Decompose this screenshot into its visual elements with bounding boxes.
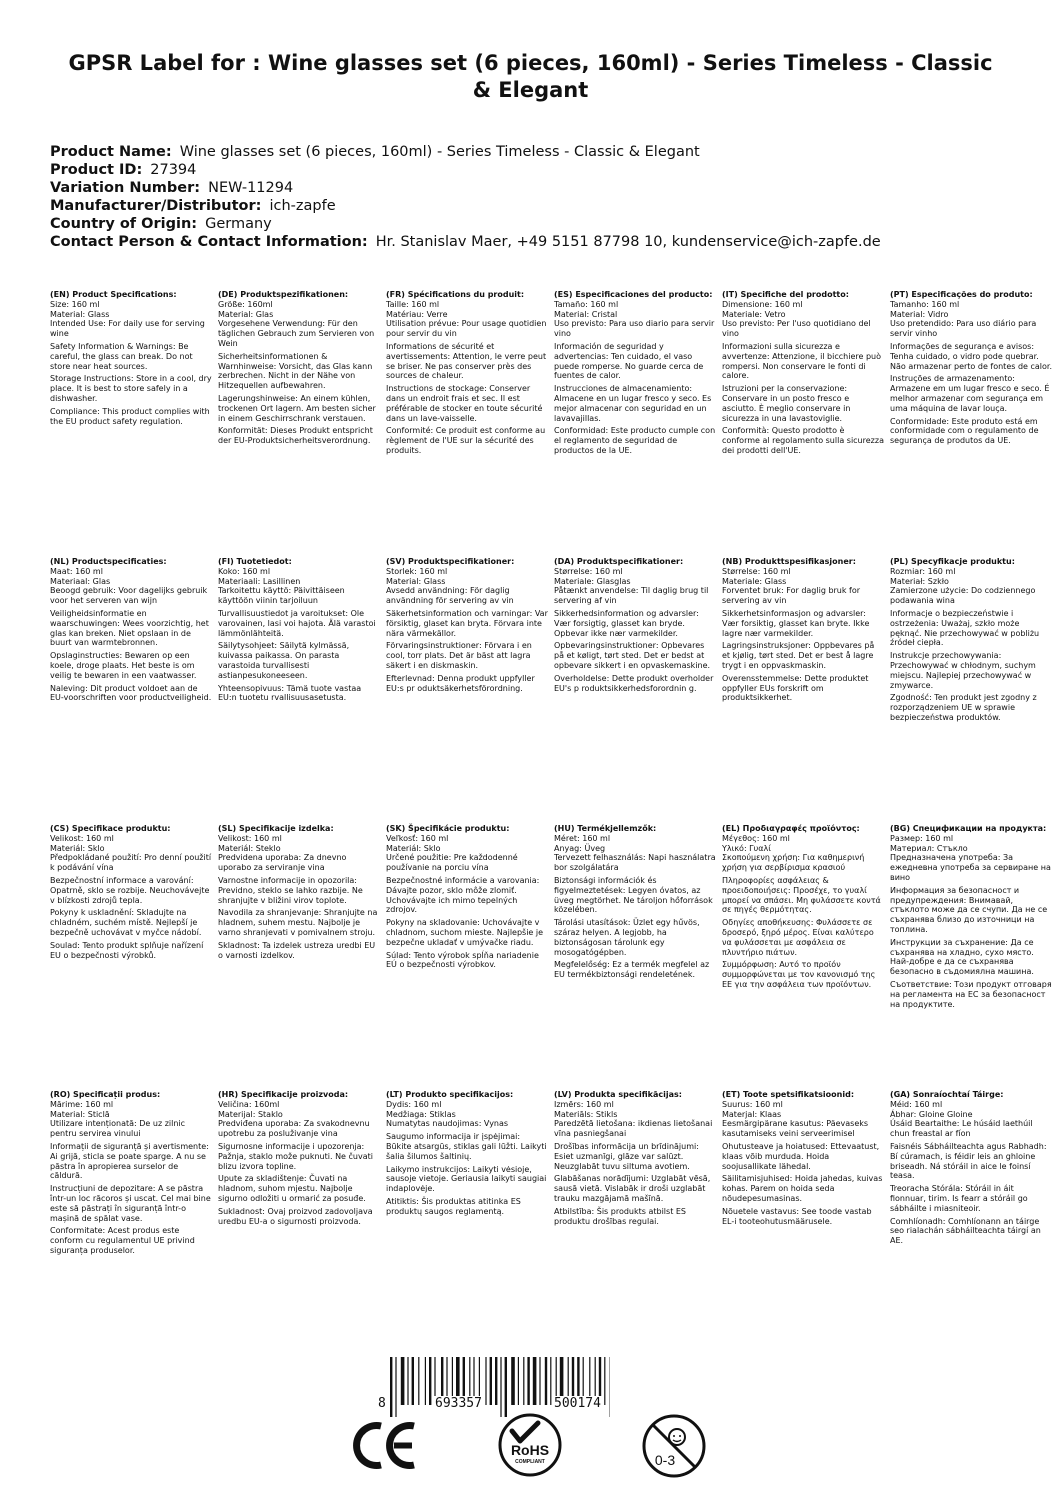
spec-line: Materiale: Glasglas (554, 576, 631, 586)
language-heading: (SL) Specifikacije izdelka: (218, 824, 334, 833)
age-label: 0-3 (654, 1452, 676, 1468)
spec-line: Materiale: Glass (722, 576, 787, 586)
spec-line: Informacje o bezpieczeństwie i ostrzeżenia: Uważaj, szkło może pęknąć. Nie przechowywać w pobliżu źródeł ciepła. (890, 608, 1040, 648)
rohs-sublabel: COMPLIANT (515, 1459, 545, 1465)
spec-line: Säkerhetsinformation och varningar: Var försiktig, glaset kan bryta. Förvara inte nära värmekällor. (386, 608, 548, 638)
spec-line: Opslaginstructies: Bewaren op een koele, droge plaats. Het beste is om veilig te bewaren in een vaatwasser. (50, 651, 197, 680)
spec-line: Yhteensopivuus: Tämä tuote vastaa EU:n tuotetu rvallisuusasetusta. (218, 683, 362, 703)
language-spec-block (386, 1090, 548, 1220)
product-info (50, 143, 881, 251)
spec-line: Určené použitie: Pre každodenné používanie na porciu vína (386, 853, 518, 873)
language-spec-block (50, 1090, 212, 1259)
spec-line: Forventet bruk: For daglig bruk for servering av vin (722, 586, 861, 606)
spec-line: Zgodność: Ten produkt jest zgodny z rozporządzeniem UE w sprawie bezpieczeństwa produktów. (890, 693, 1037, 722)
spec-line: Predviđena uporaba: Za svakodnevnu upotrebu za posluživanje vina (218, 1119, 370, 1139)
spec-line: Materiaali: Lasillinen (218, 576, 301, 586)
language-spec-block (890, 824, 1052, 1012)
spec-line: Utilizare intenționată: De uz zilnic pentru servirea vinului (50, 1119, 186, 1139)
spec-line: Instrukcje przechowywania: Przechowywać w chłodnym, suchym miejscu. Najlepiej przechowywać w zmywarce. (890, 651, 1036, 690)
spec-line: Úsáid Beartaithe: Le húsáid laethúil chun freastal ar fíon (890, 1119, 1033, 1139)
spec-line: Instrucțiuni de depozitare: A se păstra într-un loc răcoros și uscat. Cel mai bine este să păstrați în siguranță într-o mașină de spălat vase. (50, 1184, 211, 1223)
language-heading: (PL) Specyfikacje produktu: (890, 557, 1015, 566)
spec-line: Avsedd användning: För daglig användning för servering av vin (386, 586, 514, 606)
spec-line: Maat: 160 ml (50, 566, 103, 576)
spec-line: Materjal: Klaas (722, 1109, 782, 1119)
spec-line: Skladnost: Ta izdelek ustreza uredbi EU o varnosti izdelkov. (218, 940, 376, 960)
spec-line: Conformitate: Acest produs este conform cu regulamentul UE privind siguranța produselor. (50, 1226, 195, 1255)
language-heading: (PT) Especificações do produto: (890, 290, 1033, 299)
language-heading: (ET) Toote spetsifikatsioonid: (722, 1090, 855, 1099)
language-heading: (NB) Produkttspesifikasjoner: (722, 557, 856, 566)
spec-line: Sigurnosne informacije i upozorenja: Pažnja, staklo može puknuti. Ne čuvati blizu izvora topline. (218, 1141, 373, 1171)
info-value: Wine glasses set (6 pieces, 160ml) - Series Timeless - Classic & Elegant (179, 144, 700, 160)
spec-line: Biztonsági információk és figyelmeztetések: Legyen óvatos, az üveg megtörhet. Ne tároljon hőforrások közelében. (554, 875, 713, 915)
spec-line: Lagringsinstruksjoner: Oppbevares på et kjølig, tørt sted. Det er best å lagre trygt i en oppvaskmaskin. (722, 641, 875, 670)
language-spec-block (890, 1090, 1052, 1249)
spec-line: Méret: 160 ml (554, 833, 611, 843)
spec-line: Materiál: Steklo (218, 843, 281, 853)
info-label: Product Name: (50, 144, 172, 160)
language-heading: (IT) Specifiche del prodotto: (722, 290, 849, 299)
language-spec-block (50, 557, 212, 706)
spec-line: Material: Sticlă (50, 1109, 110, 1119)
spec-line: Информация за безопасност и предупреждения: Внимавай, стъклото може да се счупи. Да не се съхранява близо до източници на топлина. (890, 885, 1048, 934)
language-spec-block (722, 824, 884, 993)
spec-line: Informazioni sulla sicurezza e avvertenze: Attenzione, il bicchiere può rompersi. Non conservare le fonti di calore. (722, 341, 881, 381)
spec-line: Συμμόρφωση: Αυτό το προϊόν συμμορφώνεται με τον κανονισμό της ΕΕ για την ασφάλεια των προϊόντων. (722, 960, 876, 989)
spec-line: Mărime: 160 ml (50, 1099, 114, 1109)
spec-line: Matériau: Verre (386, 309, 448, 319)
spec-line: Størrelse: 160 ml (722, 566, 791, 576)
spec-line: Dimensione: 160 ml (722, 299, 803, 309)
spec-line: Uso pretendido: Para uso diário para servir vinho (890, 319, 1037, 339)
spec-line: Vorgesehene Verwendung: Für den täglichen Gebrauch zum Servieren von Wein (218, 319, 375, 348)
spec-line: Størrelse: 160 ml (554, 566, 623, 576)
language-spec-block (554, 824, 716, 983)
spec-line: Съответствие: Този продукт отговаря на регламента на ЕС за безопасност на продуктите. (890, 979, 1052, 1009)
language-spec-block (722, 290, 884, 459)
spec-line: Soulad: Tento produkt splňuje nařízení EU o bezpečnosti výrobků. (50, 940, 204, 960)
spec-line: Instruções de armazenamento: Armazene em um lugar fresco e seco. É melhor armazenar com segurança em uma máquina de lavar louça. (890, 374, 1050, 413)
spec-line: Materiál: Sklo (386, 843, 441, 853)
language-spec-block (218, 557, 380, 706)
spec-line: Pokyny k uskladnění: Skladujte na chladném, suchém místě. Nejlepší je bezpečně uchovávat v myčce nádobí. (50, 908, 202, 937)
spec-line: Medžiaga: Stiklas (386, 1109, 456, 1119)
spec-line: Storage Instructions: Store in a cool, dry place. It is best to store safely in a dishwasher. (50, 374, 212, 403)
spec-line: Tervezett felhasználás: Napi használatra bor szolgálatára (554, 853, 716, 873)
spec-line: Overholdelse: Dette produkt overholder EU's p roduktsikkerhedsforordnin g. (554, 673, 714, 693)
info-value: 27394 (150, 162, 197, 178)
barcode-digit-right: 500174 (554, 1396, 601, 1411)
spec-line: Comhlíonadh: Comhlíonann an táirge seo rialachán sábháilteachta táirgí an AE. (890, 1216, 1041, 1246)
spec-line: Conformità: Questo prodotto è conforme al regolamento sulla sicurezza dei prodotti dell'UE. (722, 426, 884, 455)
spec-line: Atbilstība: Šis produkts atbilst ES produktu drošības regulai. (554, 1206, 687, 1226)
spec-line: Materiale: Vetro (722, 309, 786, 319)
info-label: Product ID: (50, 162, 143, 178)
spec-line: Pokyny na skladovanie: Uchovávajte v chladnom, suchom mieste. Najlepšie je bezpečne ukladať v umývačke riadu. (386, 918, 544, 947)
spec-line: Dydis: 160 ml (386, 1099, 442, 1109)
spec-line: Förvaringsinstruktioner: Förvara i en cool, torr plats. Det är bäst att lagra säkert i en diskmaskin. (386, 641, 532, 670)
language-heading: (GA) Sonraíochtaí Táirge: (890, 1090, 1004, 1099)
language-spec-block (50, 290, 212, 429)
spec-line: Tarkoitettu käyttö: Päivittäiseen käyttöön viinin tarjoiluun (218, 586, 345, 606)
language-spec-block (218, 290, 380, 449)
spec-line: Izmērs: 160 ml (554, 1099, 614, 1109)
spec-line: Material: Vidro (890, 309, 949, 319)
info-row (50, 179, 881, 197)
spec-line: Size: 160 ml (50, 299, 100, 309)
spec-line: Taille: 160 ml (386, 299, 440, 309)
spec-line: Sikkerhedsinformation og advarsler: Vær forsigtig, glasset kan bryde. Opbevar ikke nær varmekilder. (554, 608, 699, 638)
spec-line: Material: Cristal (554, 309, 618, 319)
spec-line: Storlek: 160 ml (386, 566, 448, 576)
language-spec-block (890, 557, 1052, 726)
language-heading: (BG) Спецификации на продукта: (890, 824, 1047, 833)
spec-line: Materiał: Szkło (890, 576, 949, 586)
language-heading: (HR) Specifikacije proizvoda: (218, 1090, 349, 1099)
language-heading: (ES) Especificaciones del producto: (554, 290, 713, 299)
spec-line: Påtænkt anvendelse: Til daglig brug til servering af vin (554, 586, 709, 606)
spec-line: Suurus: 160 ml (722, 1099, 783, 1109)
spec-line: Konformität: Dieses Produkt entspricht der EU-Produktsicherheitsverordnung. (218, 426, 373, 446)
barcode-digit-lead: 8 (378, 1396, 386, 1411)
spec-line: Uso previsto: Para uso diario para servir vino (554, 319, 715, 339)
spec-line: Naleving: Dit product voldoet aan de EU-voorschriften voor productveiligheid. (50, 683, 212, 703)
spec-line: Instrucciones de almacenamiento: Almacene en un lugar fresco y seco. Es mejor almacenar con seguridad en un lavavajillas. (554, 384, 712, 423)
spec-line: Overensstemmelse: Dette produktet oppfyller EUs forskrift om produktsikkerhet. (722, 673, 869, 703)
spec-line: Bezpečnostní informace a varování: Opatrně, sklo se rozbije. Neuchovávejte v blízkosti zdrojů tepla. (50, 875, 210, 905)
language-heading: (SK) Špecifikácie produktu: (386, 824, 510, 833)
spec-line: Megfelelőség: Ez a termék megfelel az EU termékbiztonsági rendeletének. (554, 960, 710, 980)
spec-line: Material: Glass (50, 309, 110, 319)
spec-line: Compliance: This product complies with the EU product safety regulation. (50, 406, 210, 426)
spec-line: Rozmiar: 160 ml (890, 566, 956, 576)
info-row (50, 215, 881, 233)
spec-line: Sukladnost: Ovaj proizvod zadovoljava uredbu EU-a o sigurnosti proizvoda. (218, 1206, 373, 1226)
info-row (50, 233, 881, 251)
spec-line: Méid: 160 ml (890, 1099, 943, 1109)
spec-line: Materijal: Staklo (218, 1109, 283, 1119)
info-row (50, 143, 881, 161)
spec-line: Conformidad: Este producto cumple con el reglamento de seguridad de productos de la UE. (554, 426, 716, 455)
spec-line: Ábhar: Gloine Gloine (890, 1109, 973, 1119)
spec-line: Πληροφορίες ασφάλειας & προειδοποιήσεις: Προσέχε, το γυαλί μπορεί να σπάσει. Μη φυλάσσετε κοντά σε πηγές θερμότητας. (722, 875, 881, 915)
info-value: Hr. Stanislav Maer, +49 5151 87798 10, kundenservice@ich-zapfe.de (375, 234, 881, 250)
spec-line: Safety Information & Warnings: Be careful, the glass can break. Do not store near heat sources. (50, 341, 193, 371)
spec-line: Saugumo informacija ir įspėjimai: Būkite atsargūs, stiklas gali lūžti. Laikyti šalia šilumos šaltinių. (386, 1132, 547, 1161)
language-heading: (SV) Produktspecifikationer: (386, 557, 515, 566)
spec-line: Glabāšanas norādījumi: Uzglabāt vēsā, sausā vietā. Vislabāk ir droši uzglabāt trauku mazgājamā mašīnā. (554, 1174, 711, 1203)
language-spec-block (386, 290, 548, 459)
language-spec-block (722, 1090, 884, 1229)
language-spec-block (386, 824, 548, 973)
spec-line: Инструкции за съхранение: Да се съхранява на хладно, сухо място. Най-добре е да се съхранява безопасно в съдомиялна машина. (890, 937, 1034, 977)
spec-line: Υλικό: Γυαλί (722, 843, 771, 853)
info-value: NEW-11294 (208, 180, 294, 196)
spec-line: Eesmärgipärane kasutus: Päevaseks kasutamiseks veini serveerimisel (722, 1119, 869, 1139)
spec-line: Istruzioni per la conservazione: Conservare in un posto fresco e asciutto. È meglio conservare in sicurezza in una lavastoviglie. (722, 384, 851, 423)
language-heading: (DE) Produktspezifikationen: (218, 290, 349, 299)
spec-line: Turvallisuustiedot ja varoitukset: Ole varovainen, lasi voi hajota. Älä varastoi lämmönlähteitä. (218, 608, 376, 638)
spec-line: Opbevaringsinstruktioner: Opbevares på et køligt, tørt sted. Det er bedst at opbevare sikkert i en opvaskemaskine. (554, 641, 711, 670)
page-title: GPSR Label for : Wine glasses set (6 pieces, 160ml) - Series Timeless - Classic & Elegant (68, 51, 993, 102)
spec-line: Tamanho: 160 ml (890, 299, 960, 309)
rohs-compliant-icon (498, 1413, 562, 1477)
spec-line: Tamaño: 160 ml (554, 299, 619, 309)
language-heading: (FI) Tuotetiedot: (218, 557, 292, 566)
spec-line: Размер: 160 ml (890, 833, 954, 843)
spec-line: Uso previsto: Per l'uso quotidiano del vino (722, 319, 871, 339)
spec-line: Atitiktis: Šis produktas atitinka ES produktų saugos reglamentą. (386, 1196, 521, 1216)
spec-line: Veličina: 160ml (218, 1099, 280, 1109)
spec-line: Μέγεθος: 160 ml (722, 833, 790, 843)
spec-line: Ohutusteave ja hoiatused: Ettevaatust, klaas võib murduda. Hoida soojusallikate lähedal. (722, 1141, 880, 1171)
spec-line: Veiligheidsinformatie en waarschuwingen: Wees voorzichtig, het glas kan breken. Niet opslaan in de buurt van warmtebronnen. (50, 608, 209, 648)
info-value: Germany (205, 216, 272, 232)
spec-line: Faisnéis Sábháilteachta agus Rabhadh: Bí cúramach, is féidir leis an ghloine briseadh. Ná stóráil in aice le foinsí teasa. (890, 1141, 1047, 1181)
rohs-label: RoHS (510, 1442, 550, 1458)
spec-line: Größe: 160ml (218, 299, 273, 309)
spec-line: Veľkosť: 160 ml (386, 833, 449, 843)
spec-line: Lagerungshinweise: An einem kühlen, trockenen Ort lagern. Am besten sicher in einem Geschirrschrank verstauen. (218, 393, 376, 423)
spec-line: Bezpečnostné informácie a varovania: Dávajte pozor, sklo môže zlomiť. Uchovávajte ich mimo tepelných zdrojov. (386, 875, 540, 915)
info-row (50, 197, 881, 215)
spec-line: Säilytysohjeet: Säilytä kylmässä, kuivassa paikassa. On parasta varastoida turvallisesti astianpesukoneeseen. (218, 641, 350, 680)
spec-line: Varnostne informacije in opozorila: Previdno, steklo se lahko razbije. Ne shranjujte v bližini virov toplote. (218, 875, 363, 905)
info-row (50, 161, 881, 179)
barcode-digit-left: 693357 (435, 1396, 482, 1411)
spec-line: Intended Use: For daily use for serving wine (50, 319, 205, 339)
spec-line: Tárolási utasítások: Üzlet egy hűvös, száraz helyen. A legjobb, ha biztonságosan tárolunk egy mosogatógépben. (554, 918, 700, 957)
language-spec-block (554, 290, 716, 459)
spec-line: Předpokládané použití: Pro denní použití k podávání vína (50, 853, 212, 873)
spec-line: Navodila za shranjevanje: Shranjujte na hladnem, suhem mestu. Najbolje je varno shranjevati v pomivalnem stroju. (218, 908, 378, 937)
language-heading: (HU) Termékjellemzők: (554, 824, 657, 833)
spec-line: Upute za skladištenje: Čuvati na hladnom, suhom mjestu. Najbolje sigurno odložiti u ormarić za posuđe. (218, 1174, 366, 1203)
language-heading: (FR) Spécifications du produit: (386, 290, 525, 299)
language-spec-block (218, 1090, 380, 1229)
spec-line: Velikost: 160 ml (50, 833, 114, 843)
language-heading: (EN) Product Specifications: (50, 290, 177, 299)
spec-line: Instructions de stockage: Conserver dans un endroit frais et sec. Il est préférable de stocker en toute sécurité dans un lave-vaisselle. (386, 384, 543, 423)
spec-line: Predvidena uporaba: Za dnevno uporabo za serviranje vina (218, 853, 347, 873)
spec-line: Anyag: Üveg (554, 843, 606, 853)
spec-line: Treoracha Stórála: Stóráil in áit fionnuar, tirim. Is fearr a stóráil go sábháilte i miasniteoir. (890, 1184, 1028, 1213)
spec-line: Súlad: Tento výrobok spĺňa nariadenie EÚ o bezpečnosti výrobkov. (386, 950, 539, 970)
spec-line: Utilisation prévue: Pour usage quotidien pour servir du vin (386, 319, 547, 339)
language-heading: (EL) Προδιαγραφές προϊόντος: (722, 824, 860, 833)
spec-line: Efterlevnad: Denna produkt uppfyller EU:s pr oduktsäkerhetsförordning. (386, 673, 535, 693)
ce-mark-icon (350, 1418, 422, 1473)
spec-line: Materiāls: Stikls (554, 1109, 618, 1119)
info-label: Contact Person & Contact Information: (50, 234, 368, 250)
spec-line: Säilitamisjuhised: Hoida jahedas, kuivas kohas. Parem on hoida seda nõudepesumasinas. (722, 1174, 883, 1203)
language-heading: (RO) Specificații produs: (50, 1090, 161, 1099)
spec-line: Σκοπούμενη χρήση: Για καθημερινή χρήση για σερβίρισμα κρασιού (722, 853, 865, 873)
not-for-children-0-3-icon (641, 1413, 707, 1479)
spec-line: Material: Glass (386, 576, 446, 586)
language-heading: (NL) Productspecificaties: (50, 557, 167, 566)
spec-line: Zamierzone użycie: Do codziennego podawania wina (890, 586, 1036, 606)
language-spec-block (50, 824, 212, 963)
spec-line: Material: Glas (218, 309, 274, 319)
spec-line: Informações de segurança e avisos: Tenha cuidado, o vidro pode quebrar. Não armazenar perto de fontes de calor. (890, 341, 1053, 371)
spec-line: Paredzētā lietošana: ikdienas lietošanai vīna pasniegšanai (554, 1119, 713, 1139)
spec-line: Conformité: Ce produit est conforme au règlement de l'UE sur la sécurité des produits. (386, 426, 546, 455)
info-value: ich-zapfe (269, 198, 336, 214)
language-spec-block (554, 1090, 716, 1229)
spec-line: Informations de sécurité et avertissements: Attention, le verre peut se briser. Ne pas conserver près des sources de chaleur. (386, 341, 547, 381)
spec-line: Οδηγίες αποθήκευσης: Φυλάσσετε σε δροσερό, ξηρό μέρος. Είναι καλύτερο να φυλάσσεται με ασφάλεια σε πλυντήριο πιάτων. (722, 918, 874, 957)
spec-line: Conformidade: Este produto está em conformidade com o regulamento de segurança de produtos da UE. (890, 416, 1039, 446)
spec-line: Numatytas naudojimas: Vynas (386, 1119, 509, 1129)
spec-line: Velikost: 160 ml (218, 833, 282, 843)
spec-line: Sicherheitsinformationen & Warnhinweise: Vorsicht, das Glas kann zerbrechen. Nicht in der Nähe von Hitzequellen aufbewahren. (218, 351, 373, 391)
language-spec-block (890, 290, 1052, 449)
info-label: Country of Origin: (50, 216, 198, 232)
spec-line: Предназначена употреба: За ежедневна употреба за сервиране на вино (890, 853, 1051, 882)
spec-line: Materiál: Sklo (50, 843, 105, 853)
language-heading: (LT) Produkto specifikacijos: (386, 1090, 514, 1099)
spec-line: Koko: 160 ml (218, 566, 271, 576)
language-heading: (DA) Produktspecifikationer: (554, 557, 684, 566)
language-heading: (CS) Specifikace produktu: (50, 824, 171, 833)
spec-line: Sikkerhetsinformasjon og advarsler: Vær forsiktig, glasset kan bryte. Ikke lagre nær varmekilder. (722, 608, 870, 638)
spec-line: Nõuetele vastavus: See toode vastab EL-i tooteohutusmäärusele. (722, 1206, 872, 1226)
spec-line: Laikymo instrukcijos: Laikyti vėsioje, sausoje vietoje. Geriausia laikyti saugiai indaplovėje. (386, 1164, 547, 1194)
spec-line: Informații de siguranță și avertismente: Ai grijă, sticla se poate sparge. A nu se păstra în apropierea surselor de căldură. (50, 1141, 209, 1181)
language-spec-block (386, 557, 548, 696)
spec-line: Drošības informācija un brīdinājumi: Esiet uzmanīgi, glāze var salūzt. Neuzglabāt tuvu siltuma avotiem. (554, 1141, 699, 1171)
language-heading: (LV) Produkta specifikācijas: (554, 1090, 682, 1099)
spec-line: Materiaal: Glas (50, 576, 111, 586)
language-spec-block (554, 557, 716, 696)
language-spec-block (218, 824, 380, 963)
info-label: Variation Number: (50, 180, 201, 196)
info-label: Manufacturer/Distributor: (50, 198, 262, 214)
spec-line: Beoogd gebruik: Voor dagelijks gebruik voor het serveren van wijn (50, 586, 208, 606)
spec-line: Información de seguridad y advertencias: Ten cuidado, el vaso puede romperse. No guarde cerca de fuentes de calor. (554, 341, 704, 381)
language-spec-block (722, 557, 884, 706)
spec-line: Материал: Стъкло (890, 843, 968, 853)
